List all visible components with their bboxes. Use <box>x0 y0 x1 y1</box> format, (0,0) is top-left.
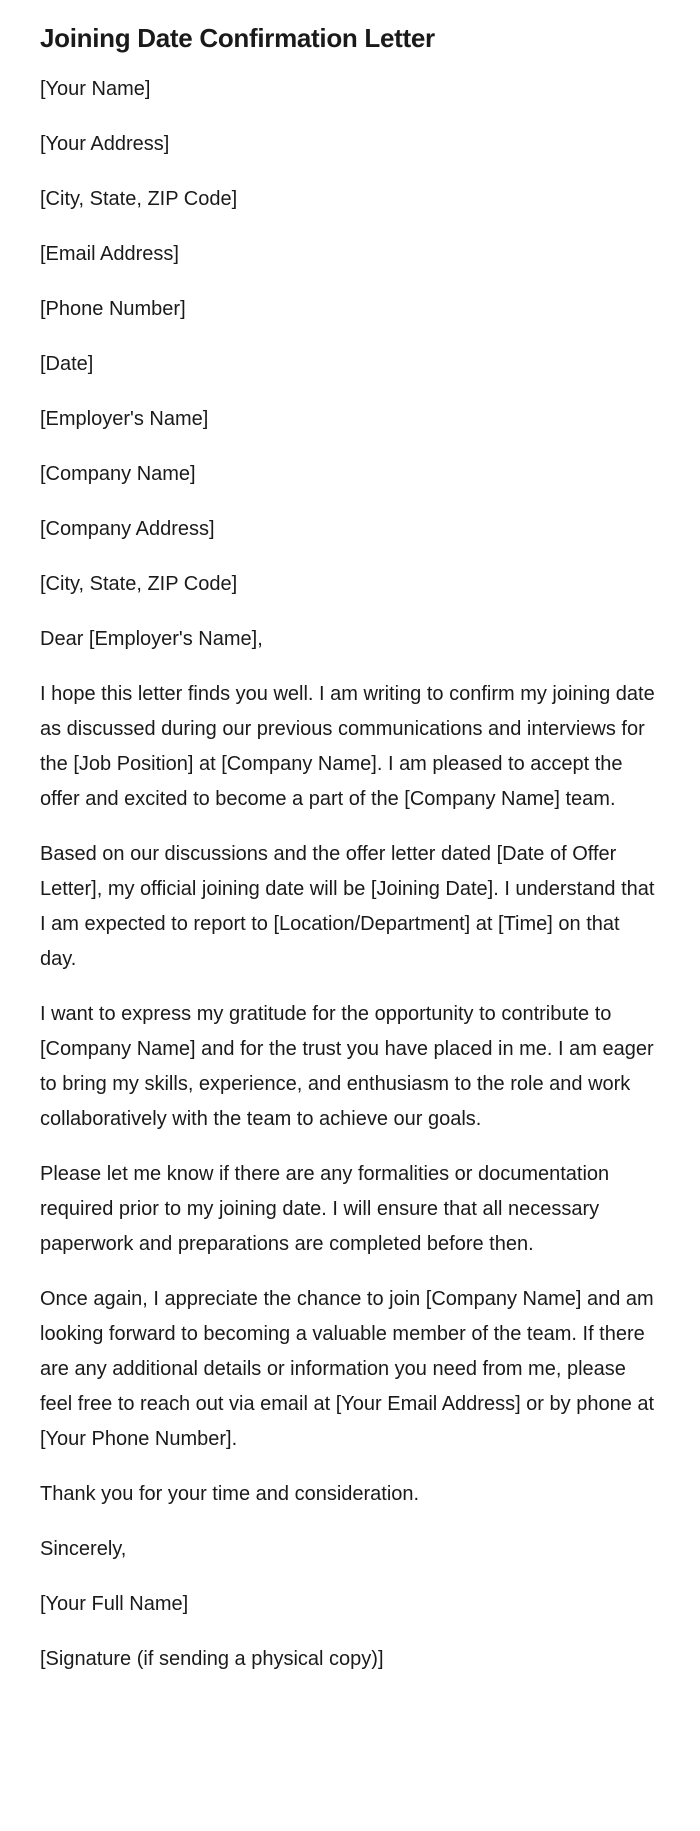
recipient-company-address: [Company Address] <box>40 517 215 540</box>
letter-date: [Date] <box>40 352 94 375</box>
closing: Sincerely, <box>40 1537 127 1560</box>
signature-placeholder: [Signature (if sending a physical copy)] <box>40 1647 384 1670</box>
body-paragraph-6: Thank you for your time and consideration. <box>40 1482 420 1505</box>
sender-address: [Your Address] <box>40 132 170 155</box>
body-paragraph-1: I hope this letter finds you well. I am writing to confirm my joining date as discussed during our previous communications and interviews for the [Job Position] at [Company Name]. I am pleased to accept the offer and excited to become a part of the [Company Name] team. <box>40 682 655 810</box>
salutation: Dear [Employer's Name], <box>40 627 263 650</box>
sender-email: [Email Address] <box>40 242 179 265</box>
sender-name: [Your Name] <box>40 77 151 100</box>
document-title: Joining Date Confirmation Letter <box>40 23 435 53</box>
sender-phone: [Phone Number] <box>40 297 186 320</box>
sender-city-state-zip: [City, State, ZIP Code] <box>40 187 238 210</box>
full-name: [Your Full Name] <box>40 1592 189 1615</box>
body-paragraph-4: Please let me know if there are any formalities or documentation required prior to my joining date. I will ensure that all necessary paperwork and preparations are completed before then. <box>40 1162 610 1255</box>
recipient-company-name: [Company Name] <box>40 462 196 485</box>
body-paragraph-2: Based on our discussions and the offer letter dated [Date of Offer Letter], my official joining date will be [Joining Date]. I understand that I am expected to report to [Location/Department] at [Time] on that day. <box>40 842 655 970</box>
recipient-city-state-zip: [City, State, ZIP Code] <box>40 572 238 595</box>
body-paragraph-5: Once again, I appreciate the chance to join [Company Name] and am looking forward to becoming a valuable member of the team. If there are any additional details or information you need from me, please feel free to reach out via email at [Your Email Address] or by phone at [Your Phone Number]. <box>40 1287 655 1450</box>
body-paragraph-3: I want to express my gratitude for the opportunity to contribute to [Company Name] and for the trust you have placed in me. I am eager to bring my skills, experience, and enthusiasm to the role and work collaboratively with the team to achieve our goals. <box>40 1002 654 1130</box>
recipient-employer-name: [Employer's Name] <box>40 407 209 430</box>
